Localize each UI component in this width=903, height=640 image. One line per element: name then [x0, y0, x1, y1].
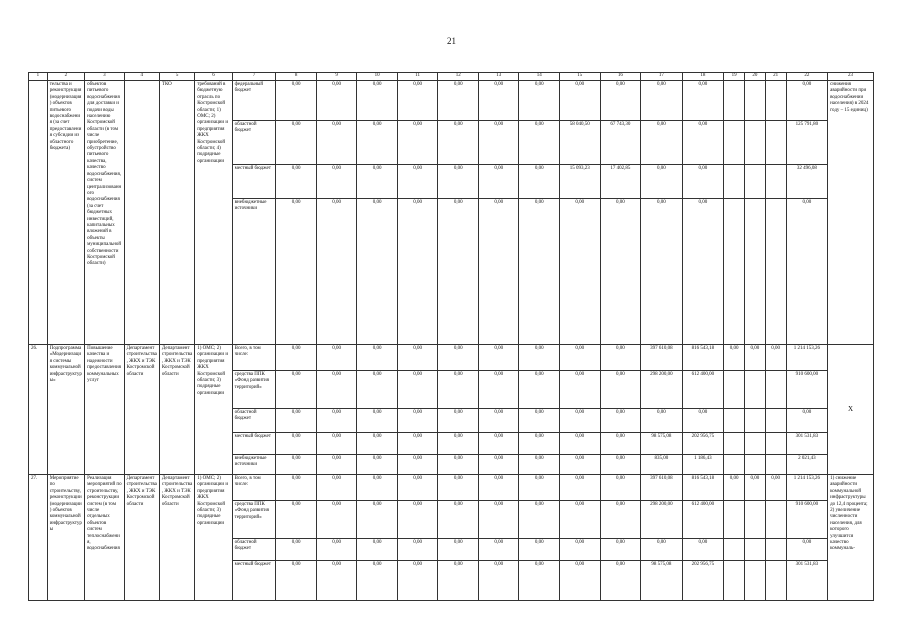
block2-value-cell: 0,00 — [560, 433, 601, 455]
block2-value-cell: 298 200,00 — [641, 371, 683, 409]
block1-col19-cell — [724, 81, 745, 121]
header-col-16: 16 — [600, 73, 641, 81]
block3-total-cell: 1 214 153,26 — [786, 475, 828, 501]
block1-value-cell: 0,00 — [641, 199, 683, 345]
header-col-8: 8 — [276, 73, 317, 81]
block2-c4: Департамент строительства, ЖКХ и ТЭК Костромской области — [124, 345, 159, 475]
block1-result-cell: снижения аварийности при водоснабжении населения) в 2024 году – 15 единиц) — [828, 81, 874, 345]
block3-row — [29, 475, 874, 501]
header-col-1: 1 — [29, 73, 48, 81]
block3-col21-cell — [765, 501, 786, 539]
block1-c4 — [124, 81, 159, 345]
block3-value-cell: 298 200,00 — [641, 501, 683, 539]
block2-col20-cell — [744, 455, 765, 475]
block1-value-cell: 0,00 — [276, 199, 317, 345]
block3-c5: Департамент строительства, ЖКХ и ТЭК Костромской области — [159, 475, 194, 601]
block2-source-cell: областной бюджет — [232, 409, 276, 433]
block1-c5: ТКО — [159, 81, 194, 345]
block1-col19-cell — [724, 121, 745, 165]
block1-row — [29, 81, 874, 121]
block3-value-cell: 0,00 — [560, 501, 601, 539]
block3-value-cell: 0,00 — [600, 501, 641, 539]
block3-value-cell: 0,00 — [560, 539, 601, 561]
block1-total-cell: 0,00 — [786, 81, 828, 121]
block2-row — [29, 345, 874, 371]
block2-total-cell: 910 600,00 — [786, 371, 828, 409]
block2-value-cell: 0,00 — [600, 409, 641, 433]
block2-value-cell: 0,00 — [276, 433, 317, 455]
block2-source-cell: Всего, в том числе: — [232, 345, 276, 371]
block2-col21-cell — [765, 433, 786, 455]
block2-value-cell: 397 610,08 — [641, 345, 683, 371]
block2-value-cell: 0,00 — [357, 345, 398, 371]
block1-c6: требований в бюджетную отрасль по Костромской области; 1) ОМС; 2) организации и предприятия ЖКХ Костромской области; 4) подрядные организации — [195, 81, 232, 345]
block3-col21-cell: 0,00 — [765, 475, 786, 501]
block2-value-cell: 0,00 — [316, 371, 357, 409]
block2-value-cell: 612 400,00 — [682, 371, 724, 409]
block2-value-cell: 0,00 — [397, 455, 438, 475]
block2-value-cell: 0,00 — [478, 345, 519, 371]
page-number: 21 — [447, 36, 456, 46]
block2-value-cell: 0,00 — [600, 455, 641, 475]
header-col-19: 19 — [724, 73, 745, 81]
block3-source-cell: Всего, в том числе: — [232, 475, 276, 501]
block3-value-cell: 0,00 — [438, 561, 479, 601]
block1-value-cell: 0,00 — [641, 165, 683, 199]
block2-col19-cell — [724, 409, 745, 433]
header-row — [29, 73, 874, 81]
block2-total-cell: 2 021,43 — [786, 455, 828, 475]
block3-col21-cell — [765, 539, 786, 561]
block1-col21-cell — [765, 81, 786, 121]
block3-value-cell: 202 956,75 — [682, 561, 724, 601]
block3-value-cell: 0,00 — [397, 539, 438, 561]
block2-value-cell: 0,00 — [682, 409, 724, 433]
block3-value-cell: 0,00 — [357, 501, 398, 539]
block1-value-cell: 17 402,85 — [600, 165, 641, 199]
block2-value-cell: 0,00 — [478, 409, 519, 433]
block3-col20-cell: 0,00 — [744, 475, 765, 501]
block3-source-cell: средства ППК «Фонд развития территорий» — [232, 501, 276, 539]
block1-value-cell: 0,00 — [519, 165, 560, 199]
block2-value-cell: 0,00 — [560, 371, 601, 409]
block2-total-cell: 301 531,83 — [786, 433, 828, 455]
block1-total-cell: 0,00 — [786, 199, 828, 345]
block3-value-cell: 816 543,18 — [682, 475, 724, 501]
block1-value-cell: 0,00 — [357, 199, 398, 345]
block2-value-cell: 0,00 — [519, 345, 560, 371]
block3-value-cell: 0,00 — [357, 475, 398, 501]
block1-value-cell: 0,00 — [519, 121, 560, 165]
block3-value-cell: 0,00 — [478, 501, 519, 539]
block3-value-cell: 0,00 — [478, 539, 519, 561]
block2-value-cell: 0,00 — [519, 455, 560, 475]
block3-value-cell: 0,00 — [438, 475, 479, 501]
block1-value-cell: 0,00 — [316, 121, 357, 165]
block3-value-cell: 397 610,08 — [641, 475, 683, 501]
block2-col20-cell: 0,00 — [744, 345, 765, 371]
block2-col19-cell — [724, 433, 745, 455]
block3-value-cell: 0,00 — [519, 539, 560, 561]
block3-value-cell: 0,00 — [276, 501, 317, 539]
block3-col20-cell — [744, 561, 765, 601]
block2-value-cell: 0,00 — [438, 455, 479, 475]
block1-value-cell: 0,00 — [357, 81, 398, 121]
block3-value-cell: 0,00 — [276, 475, 317, 501]
block2-value-cell: 835,00 — [641, 455, 683, 475]
block1-value-cell: 0,00 — [478, 199, 519, 345]
block3-value-cell: 0,00 — [641, 539, 683, 561]
block3-col20-cell — [744, 501, 765, 539]
block3-col21-cell — [765, 561, 786, 601]
header-col-17: 17 — [641, 73, 683, 81]
block1-value-cell: 0,00 — [519, 199, 560, 345]
block2-c5: Департамент строительства, ЖКХ и ТЭК Костромской области — [159, 345, 194, 475]
header-col-22: 22 — [786, 73, 828, 81]
block1-col19-cell — [724, 165, 745, 199]
block2-c3: Повышение качества и надежности предоставления коммунальных услуг — [85, 345, 124, 475]
block2-source-cell: внебюджетные источники — [232, 455, 276, 475]
block1-value-cell: 0,00 — [357, 121, 398, 165]
block2-value-cell: 0,00 — [357, 409, 398, 433]
block3-value-cell: 0,00 — [357, 561, 398, 601]
block2-value-cell: 0,00 — [478, 433, 519, 455]
block3-value-cell: 0,00 — [600, 539, 641, 561]
block3-source-cell: местный бюджет — [232, 561, 276, 601]
block3-value-cell: 0,00 — [478, 561, 519, 601]
block2-value-cell: 0,00 — [600, 345, 641, 371]
block1-value-cell: 0,00 — [438, 81, 479, 121]
block1-value-cell: 0,00 — [560, 81, 601, 121]
block2-value-cell: 0,00 — [438, 345, 479, 371]
block2-value-cell: 0,00 — [478, 371, 519, 409]
block1-source-cell: областной бюджет — [232, 121, 276, 165]
block3-value-cell: 0,00 — [397, 501, 438, 539]
block2-col20-cell — [744, 433, 765, 455]
block1-value-cell: 0,00 — [560, 199, 601, 345]
block2-value-cell: 0,00 — [397, 409, 438, 433]
block1-value-cell: 67 743,30 — [600, 121, 641, 165]
block2-value-cell: 0,00 — [438, 433, 479, 455]
header-col-9: 9 — [316, 73, 357, 81]
block3-value-cell: 0,00 — [316, 539, 357, 561]
block1-value-cell: 0,00 — [600, 81, 641, 121]
block1-col20-cell — [744, 199, 765, 345]
block2-value-cell: 0,00 — [276, 371, 317, 409]
block3-value-cell: 0,00 — [316, 475, 357, 501]
block2-c6: 1) ОМС; 2) организации и предприятия ЖКХ Костромской области; 3) подрядные организации — [195, 345, 232, 475]
block1-value-cell: 0,00 — [438, 199, 479, 345]
block2-value-cell: 0,00 — [316, 455, 357, 475]
header-col-18: 18 — [682, 73, 724, 81]
block3-value-cell: 0,00 — [397, 475, 438, 501]
block3-value-cell: 0,00 — [600, 561, 641, 601]
block1-value-cell: 0,00 — [438, 165, 479, 199]
block1-total-cell: 32 496,08 — [786, 165, 828, 199]
block2-value-cell: 98 575,08 — [641, 433, 683, 455]
block1-value-cell: 0,00 — [641, 81, 683, 121]
block2-col21-cell — [765, 409, 786, 433]
budget-table — [28, 72, 874, 601]
block3-value-cell: 0,00 — [519, 561, 560, 601]
block1-value-cell: 0,00 — [357, 165, 398, 199]
block1-col21-cell — [765, 165, 786, 199]
block2-value-cell: 0,00 — [600, 371, 641, 409]
block1-value-cell: 0,00 — [600, 199, 641, 345]
header-col-2: 2 — [47, 73, 84, 81]
block1-value-cell: 0,00 — [316, 165, 357, 199]
block1-col20-cell — [744, 81, 765, 121]
block2-col20-cell — [744, 371, 765, 409]
block2-value-cell: 0,00 — [519, 433, 560, 455]
block3-value-cell: 0,00 — [478, 475, 519, 501]
block1-source-cell: федеральный бюджет — [232, 81, 276, 121]
block3-value-cell: 0,00 — [276, 561, 317, 601]
block3-col19-cell: 0,00 — [724, 475, 745, 501]
block1-col21-cell — [765, 199, 786, 345]
block3-value-cell: 0,00 — [682, 539, 724, 561]
block1-value-cell: 0,00 — [397, 199, 438, 345]
block1-col20-cell — [744, 165, 765, 199]
block1-value-cell: 0,00 — [276, 121, 317, 165]
header-col-21: 21 — [765, 73, 786, 81]
block1-value-cell: 0,00 — [276, 165, 317, 199]
block3-c6: 1) ОМС; 2) организации и предприятия ЖКХ Костромской области; 3) подрядные организации — [195, 475, 232, 601]
block2-col20-cell — [744, 409, 765, 433]
header-col-5: 5 — [159, 73, 194, 81]
block2-value-cell: 0,00 — [316, 409, 357, 433]
block3-col19-cell — [724, 561, 745, 601]
block2-source-cell: средства ППК «Фонд развития территорий» — [232, 371, 276, 409]
block1-value-cell: 0,00 — [478, 121, 519, 165]
block3-c1: 27. — [29, 475, 48, 601]
header-col-3: 3 — [85, 73, 124, 81]
block1-value-cell: 0,00 — [397, 165, 438, 199]
block2-value-cell: 0,00 — [438, 409, 479, 433]
block2-value-cell: 0,00 — [316, 345, 357, 371]
block2-value-cell: 0,00 — [357, 455, 398, 475]
block2-value-cell: 0,00 — [478, 455, 519, 475]
block2-value-cell: 0,00 — [316, 433, 357, 455]
block2-col21-cell: 0,00 — [765, 345, 786, 371]
block1-value-cell: 0,00 — [641, 121, 683, 165]
block3-value-cell: 0,00 — [357, 539, 398, 561]
block3-value-cell: 0,00 — [519, 501, 560, 539]
block3-col19-cell — [724, 539, 745, 561]
block3-c3: Реализация мероприятий по строительству, реконструкции систем (в том числе отдельных объектов систем теплоснабжения, водоснабжения — [85, 475, 124, 601]
block3-total-cell: 301 531,83 — [786, 561, 828, 601]
header-col-7: 7 — [232, 73, 276, 81]
block2-value-cell: 0,00 — [641, 409, 683, 433]
block2-total-cell: 0,00 — [786, 409, 828, 433]
header-col-4: 4 — [124, 73, 159, 81]
block1-source-cell: внебюджетные источники — [232, 199, 276, 345]
header-col-14: 14 — [519, 73, 560, 81]
block2-c2: Подпрограмма «Модернизация системы коммунальной инфраструктуры» — [47, 345, 84, 475]
header-col-23: 23 — [828, 73, 874, 81]
block3-col20-cell — [744, 539, 765, 561]
block3-value-cell: 0,00 — [600, 475, 641, 501]
block3-c4: Департамент строительства, ЖКХ и ТЭК Костромской области — [124, 475, 159, 601]
block2-value-cell: 816 543,18 — [682, 345, 724, 371]
block3-value-cell: 0,00 — [276, 539, 317, 561]
block3-source-cell: областной бюджет — [232, 539, 276, 561]
block1-col20-cell — [744, 121, 765, 165]
block1-value-cell: 0,00 — [682, 121, 724, 165]
block3-result-cell: 1) снижение аварийности коммунальной инфраструктуры до 12,4 процента; 2) увеличение численности населения, для которого улучшится качество коммуналь- — [828, 475, 874, 601]
block3-total-cell: 910 600,00 — [786, 501, 828, 539]
block1-c3: объектов питьевого водоснабжения для доставки и подачи воды населению Костромской области (в том числе приобретение, обустройство питьевого качества, качество водоснабжения, систем централизованного водоснабжения (за счет бюджетных инвестиций, капитальных вложений в объекты муниципальной собственности Костромской области) — [85, 81, 124, 345]
block2-total-cell: 1 214 153,26 — [786, 345, 828, 371]
block2-col21-cell — [765, 455, 786, 475]
block2-value-cell: 0,00 — [438, 371, 479, 409]
block1-value-cell: 0,00 — [316, 199, 357, 345]
block3-value-cell: 0,00 — [316, 561, 357, 601]
block2-col19-cell — [724, 371, 745, 409]
header-col-20: 20 — [744, 73, 765, 81]
block1-value-cell: 15 093,23 — [560, 165, 601, 199]
block1-col19-cell — [724, 199, 745, 345]
block3-value-cell: 0,00 — [519, 475, 560, 501]
block2-c1: 26. — [29, 345, 48, 475]
block2-value-cell: 0,00 — [560, 409, 601, 433]
block3-value-cell: 0,00 — [438, 501, 479, 539]
block1-value-cell: 0,00 — [682, 199, 724, 345]
block3-value-cell: 0,00 — [438, 539, 479, 561]
block2-col21-cell — [765, 371, 786, 409]
block3-col19-cell — [724, 501, 745, 539]
block3-value-cell: 98 575,08 — [641, 561, 683, 601]
block3-value-cell: 0,00 — [397, 561, 438, 601]
block2-value-cell: 0,00 — [276, 345, 317, 371]
block1-col21-cell — [765, 121, 786, 165]
block1-value-cell: 0,00 — [682, 165, 724, 199]
header-col-13: 13 — [478, 73, 519, 81]
header-col-12: 12 — [438, 73, 479, 81]
block2-col19-cell: 0,00 — [724, 345, 745, 371]
block1-value-cell: 0,00 — [478, 165, 519, 199]
block1-source-cell: местный бюджет — [232, 165, 276, 199]
block1-value-cell: 0,00 — [682, 81, 724, 121]
header-col-15: 15 — [560, 73, 601, 81]
block3-value-cell: 0,00 — [316, 501, 357, 539]
block1-value-cell: 58 040,50 — [560, 121, 601, 165]
block1-value-cell: 0,00 — [316, 81, 357, 121]
block1-value-cell: 0,00 — [397, 121, 438, 165]
block3-value-cell: 612 400,00 — [682, 501, 724, 539]
header-col-10: 10 — [357, 73, 398, 81]
block2-source-cell: местный бюджет — [232, 433, 276, 455]
block2-value-cell: 0,00 — [600, 433, 641, 455]
block1-c2: тельства и реконструкция (модернизация) объектов питьевого водоснабжения (за счет предоставления субсидии из областного бюджета) — [47, 81, 84, 345]
block2-value-cell: 0,00 — [397, 371, 438, 409]
block2-value-cell: 0,00 — [397, 433, 438, 455]
block2-value-cell: 0,00 — [276, 455, 317, 475]
block2-value-cell: 202 956,75 — [682, 433, 724, 455]
block1-value-cell: 0,00 — [478, 81, 519, 121]
block2-value-cell: 0,00 — [276, 409, 317, 433]
block3-total-cell: 0,00 — [786, 539, 828, 561]
block1-c1 — [29, 81, 48, 345]
block3-value-cell: 0,00 — [560, 475, 601, 501]
block1-value-cell: 0,00 — [519, 81, 560, 121]
block1-value-cell: 0,00 — [276, 81, 317, 121]
block2-col19-cell — [724, 455, 745, 475]
block2-value-cell: 0,00 — [357, 433, 398, 455]
block1-total-cell: 125 791,80 — [786, 121, 828, 165]
header-col-6: 6 — [195, 73, 232, 81]
block1-value-cell: 0,00 — [397, 81, 438, 121]
block3-c2: Мероприятие по строительству, реконструкции (модернизации) объектов коммунальной инфраструктуры — [47, 475, 84, 601]
block2-value-cell: 0,00 — [397, 345, 438, 371]
block1-value-cell: 0,00 — [438, 121, 479, 165]
block2-value-cell: 0,00 — [560, 455, 601, 475]
block2-value-cell: 0,00 — [560, 345, 601, 371]
block2-value-cell: 0,00 — [357, 371, 398, 409]
header-col-11: 11 — [397, 73, 438, 81]
block2-result-cell: X — [828, 345, 874, 475]
block2-value-cell: 0,00 — [519, 371, 560, 409]
block2-value-cell: 0,00 — [519, 409, 560, 433]
block2-value-cell: 1 186,43 — [682, 455, 724, 475]
block3-value-cell: 0,00 — [560, 561, 601, 601]
